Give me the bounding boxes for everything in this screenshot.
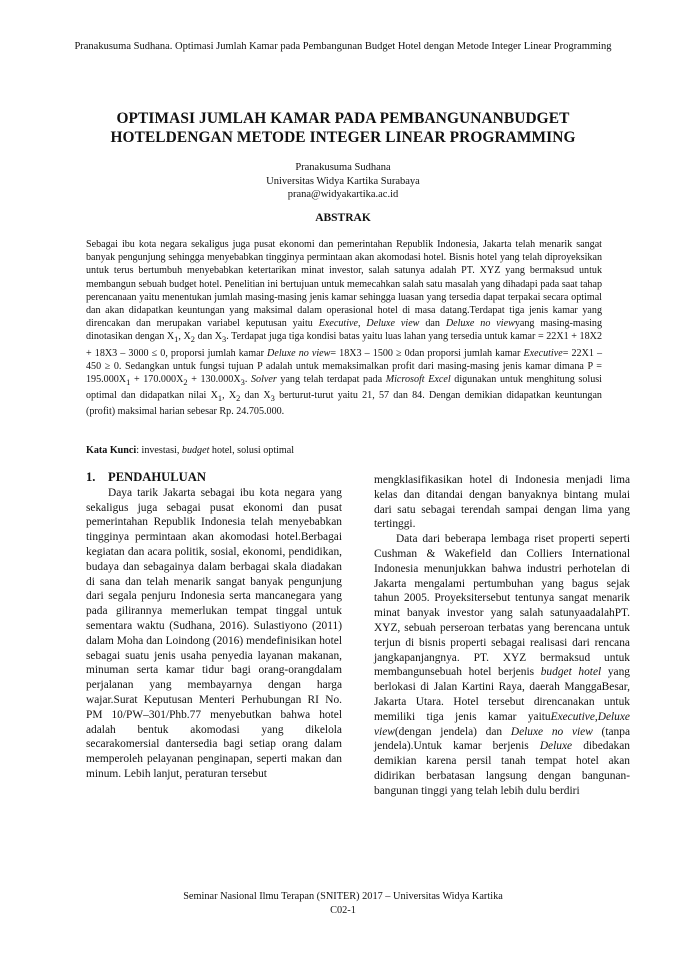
author-affiliation: Universitas Widya Kartika Surabaya — [266, 175, 420, 187]
left-column — [86, 470, 342, 782]
author-block — [70, 161, 616, 202]
paper-title — [70, 109, 616, 147]
keywords-label: Kata Kunci — [86, 445, 137, 456]
title-line-1: OPTIMASI JUMLAH KAMAR PADA PEMBANGUNANBUDGET — [116, 110, 570, 127]
running-header: Pranakusuma Sudhana. Optimasi Jumlah Kamar pada Pembangunan Budget Hotel dengan Metode Integer Linear Programming — [74, 41, 612, 52]
title-line-2: HOTELDENGAN METODE INTEGER LINEAR PROGRAMMING — [110, 129, 576, 146]
abstract-text: Sebagai ibu kota negara sekaligus juga pusat ekonomi dan pemerintahan Republik Indonesia, Jakarta telah menarik sangat banyak pengunjung sehingga menyebabkan tingginya permintaan akan akomodasi hotel. Bisnis hotel yang telah diproyeksikan untuk terus bertumbuh menyebabkan ketertarikan minat investor, salah satunya adalah PT. XYZ yang bermaksud untuk membangun sebuah budget hotel. Penelitian ini bertujuan untuk memecahkan salah satu masalah yang dihadapi pada saat tahap perencanaan yaitu menentukan jumlah masing-masing jenis kamar sehingga luasan yang tersedia dapat terpakai secara optimal dan akan didapatkan keuntungan yang maksimal dalam operasional hotel di masa datang.Terdapat tiga jenis kamar yang direncakan dan merupakan variabel keputusan yaitu Executive, Deluxe view dan Deluxe no viewyang masing-masing dinotasikan dengan $X_1$, $X_2$ dan $X_3$. Terdapat juga tiga kondisi batas yaitu luas lahan yang tersedia untuk kamar = 22X1 + 18X2 + 18X3 – 3000 ≤ 0, proporsi jumlah kamar Deluxe no view= 18X3 – 1500 ≥ 0dan proporsi jumlah kamar Executive= 22X1 – 450 ≥ 0. Sedangkan untuk fungsi tujuan P adalah untuk memaksimalkan profit dari masing-masing jenis kamar dimana $P = 195.000X_1 + 170.000X_2 + 130.000X_3$. Solver yang telah terdapat pada Microsoft Excel digunakan untuk menghitung solusi optimal dan didapatkan nilai $X_1$, $X_2$ dan $X_3$ berturut-turut yaitu 21, 57 dan 84. Dengan demikian didapatkan keuntungan (profit) maksimal harian sebesar Rp. 24.705.000. — [86, 239, 603, 418]
body-paragraph: Data dari beberapa lembaga riset properti seperti Cushman & Wakefield dan Colliers International Indonesia menunjukkan bahwa industri perhotelan di Jakarta mengalami pertumbuhan yang bagus sejak tahun 2005. Proyeksitersebut tentunya sangat menarik minat banyak investor yang salah satunyaadalahPT. XYZ, sebuah perseroan terbatas yang berencana untuk terjun di bisnis properti sebagai realisasi dari rencana jangkapanjangnya. PT. XYZ bermaksud untuk membangunsebuah hotel berjenis budget hotel yang berlokasi di Jalan Kartini Raya, daerah ManggaBesar, Jakarta Utara. Hotel tersebut direncanakan untuk memiliki tiga jenis kamar yaituExecutive,Deluxe view(dengan jendela) dan Deluxe no view (tanpa jendela).Untuk kamar berjenis Deluxe dibedakan demikian karena persil tanah tempat hotel akan didirikan berbatasan langsung dengan bangunan-bangunan tinggi yang telah lebih dulu berdiri — [374, 533, 631, 797]
page-footer — [70, 890, 616, 917]
body-paragraph: mengklasifikasikan hotel di Indonesia menjadi lima kelas dan ditandai dengan banyaknya bintang mulai dari satu sebagai terendah sampai dengan lima yang tertinggi. — [374, 474, 630, 531]
keywords-line: Kata Kunci: investasi, budget hotel, solusi optimal — [86, 445, 295, 456]
author-email: prana@widyakartika.ac.id — [287, 189, 399, 200]
author-name: Pranakusuma Sudhana — [295, 162, 391, 173]
page-number: C02-1 — [330, 904, 356, 916]
abstract-heading: ABSTRAK — [315, 212, 371, 224]
footer-text: Seminar Nasional Ilmu Terapan (SNITER) 2017 – Universitas Widya Kartika — [183, 891, 503, 902]
section-heading — [86, 470, 342, 485]
body-paragraph: Daya tarik Jakarta sebagai ibu kota negara yang sekaligus juga sebagai pusat ekonomi dan pusat pemerintahan Republik Indonesia telah menyebabkan tingginya permintaan akan akomodasi hotel.Berbagai kegiatan dan acara politik, sosial, ekonomi, pendidikan, budaya dan sebagainya dalam berbagai skala diadakan di sana dan telah menarik sangat banyak pengunjung dari segala penjuru Indonesia serta mancanegara yang pada gilirannya memerlukan tempat tinggal untuk sementara waktu (Sudhana, 2016). Sulastiyono (2011) dalam Moha dan Loindong (2016) mendefinisikan hotel sebagai suatu jenis usaha penyedia layanan makanan, minuman serta kamar tidur bagi orang-orangdalam perjalanan yang membayarnya dengan harga wajar.Surat Keputusan Menteri Perhubungan RI No. PM 10/PW–301/Phb.77 menyebutkan bahwa hotel adalah bentuk akomodasi yang dikelola secarakomersial dantersedia bagi setiap orang dalam memperoleh pelayanan penginapan, seperti makan dan minum. Lebih lanjut, peraturan tersebut — [86, 486, 342, 780]
right-column — [374, 473, 630, 799]
section-title: PENDAHULUAN — [108, 470, 206, 484]
section-number: 1. — [86, 470, 96, 484]
